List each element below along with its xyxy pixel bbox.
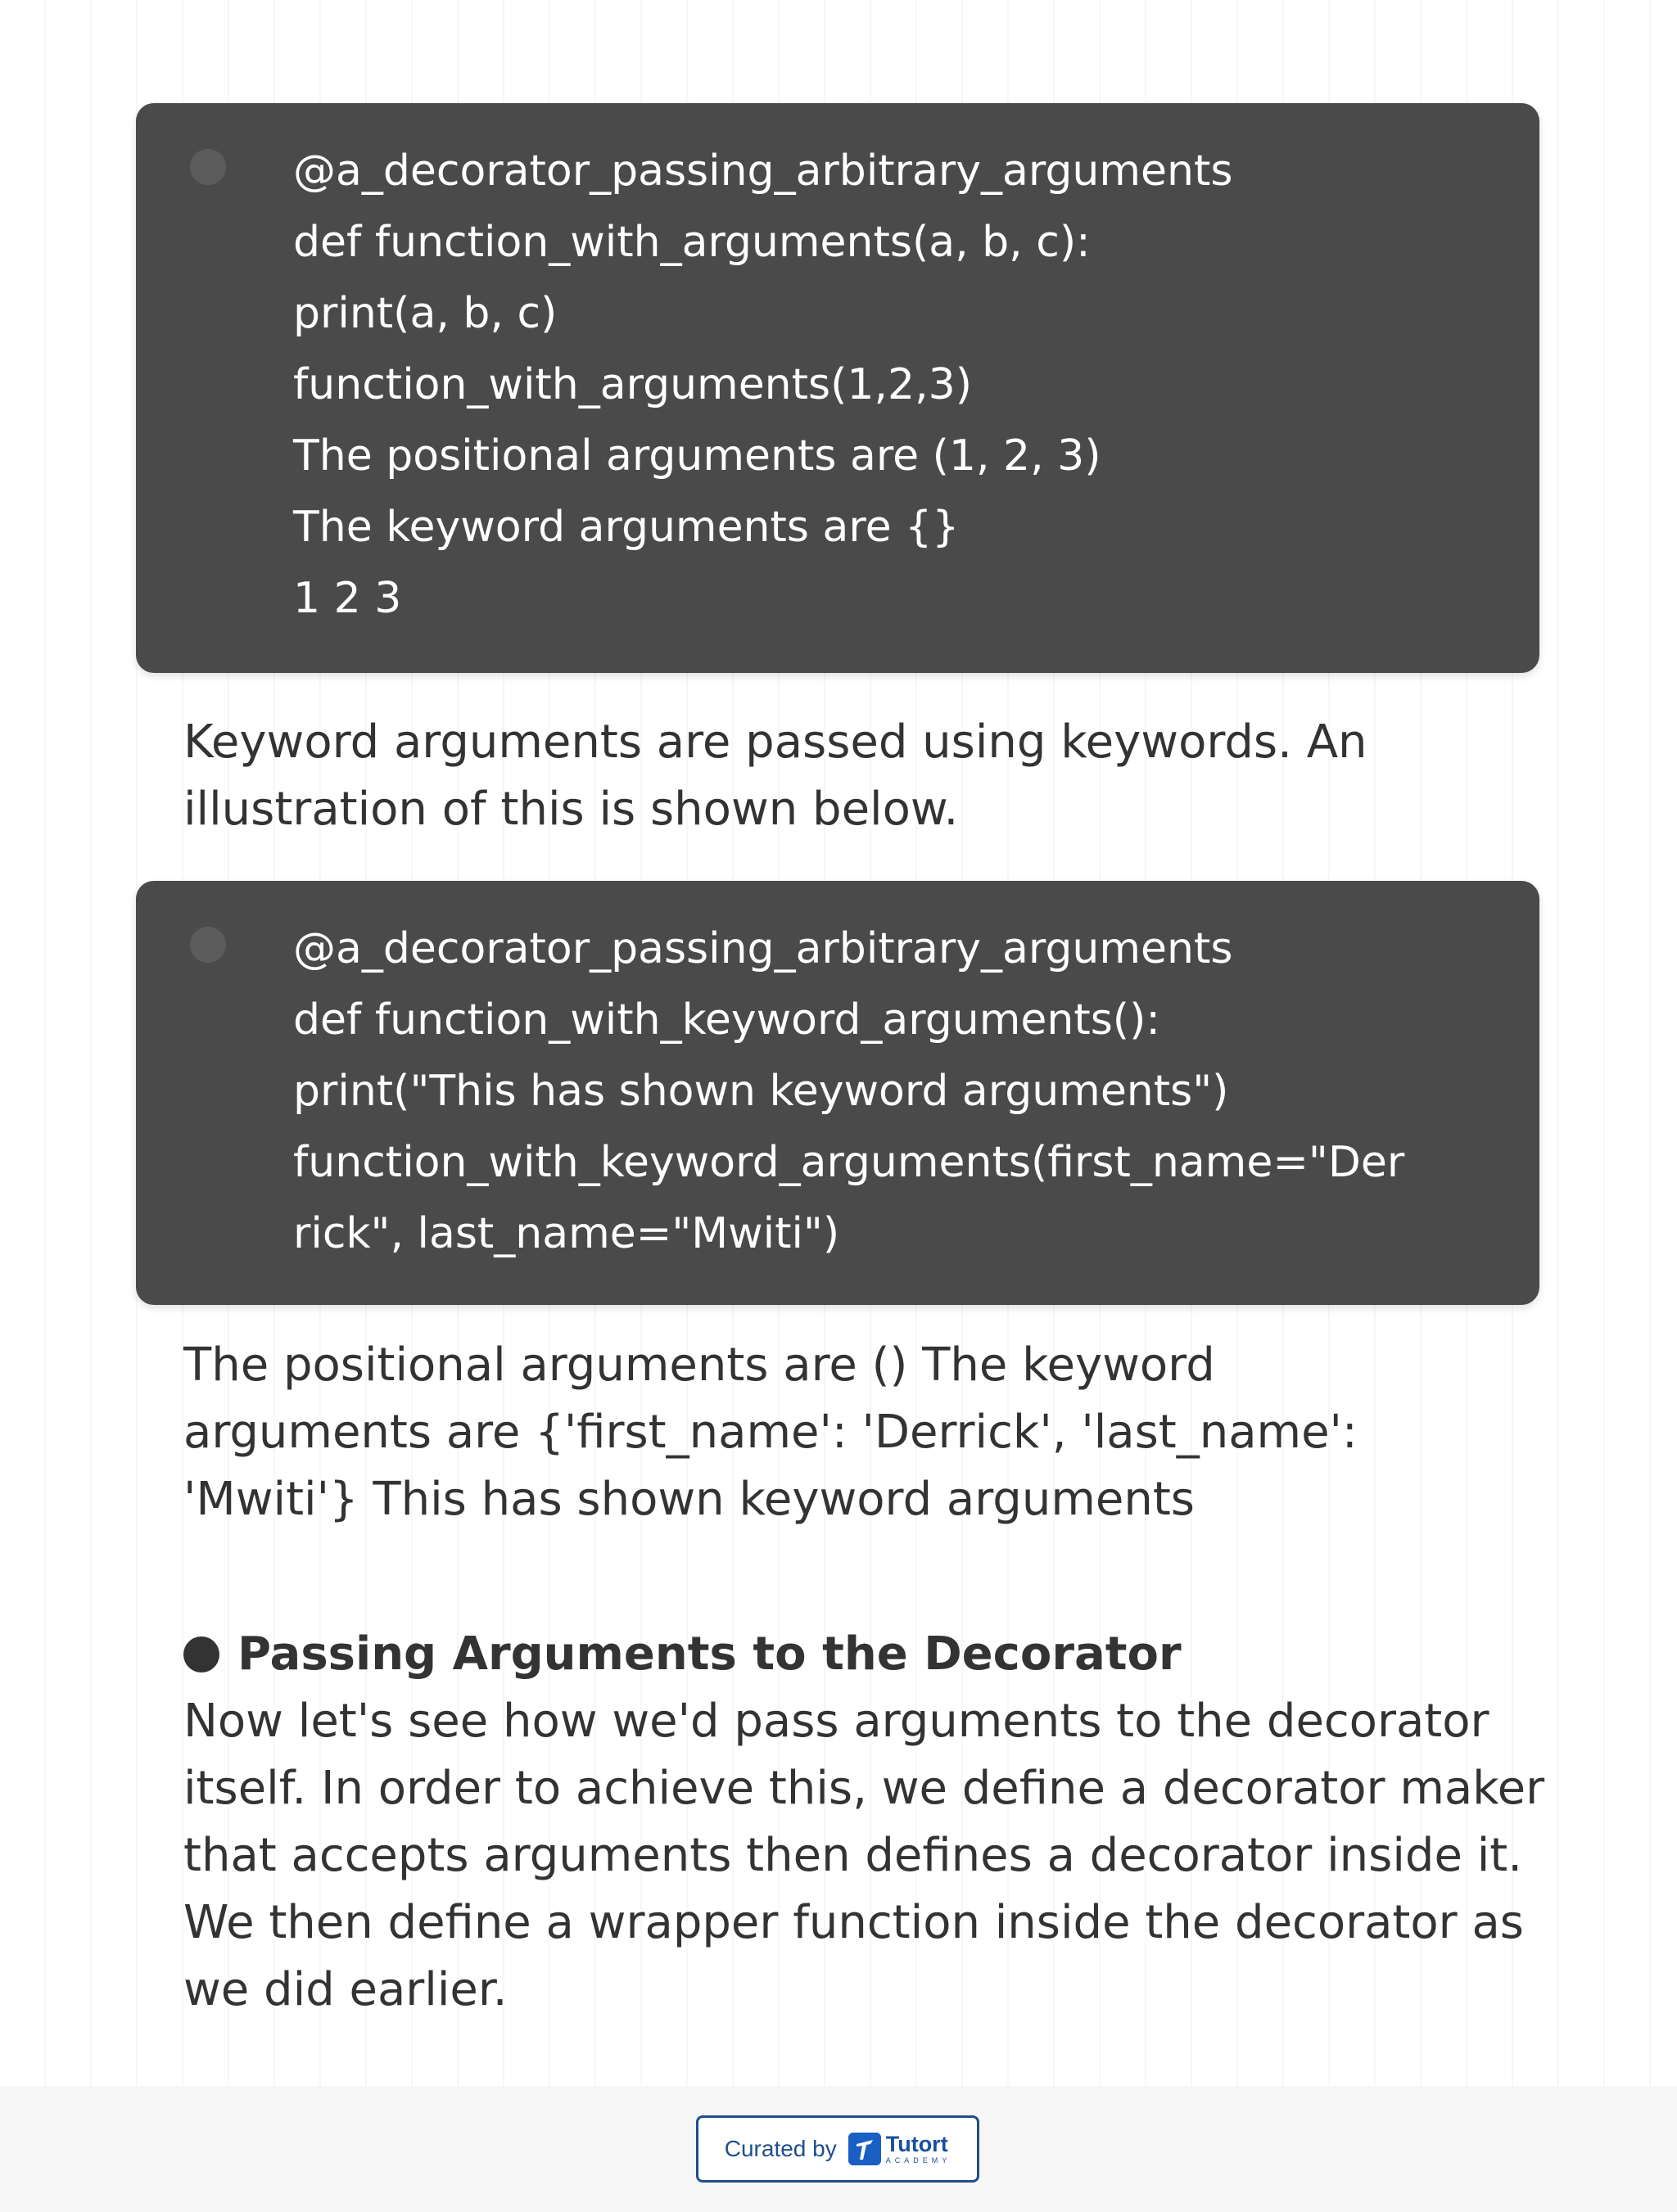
code-line: The keyword arguments are {} bbox=[293, 503, 960, 552]
code-line: @a_decorator_passing_arbitrary_arguments bbox=[293, 147, 1233, 196]
paragraph-line: 'Mwiti'} This has shown keyword arguments bbox=[183, 1473, 1195, 1526]
code-line: @a_decorator_passing_arbitrary_arguments bbox=[293, 924, 1233, 973]
paragraph-line: arguments are {'first_name': 'Derrick', 'last_name': bbox=[183, 1406, 1358, 1459]
code-line: function_with_arguments(1,2,3) bbox=[293, 360, 973, 409]
logo-subtitle: ACADEMY bbox=[885, 2156, 952, 2165]
code-lines bbox=[293, 136, 1490, 634]
code-line: def function_with_arguments(a, b, c): bbox=[293, 218, 1091, 267]
paragraph-output bbox=[183, 1332, 1625, 1533]
paragraph-line: The positional arguments are () The keyword bbox=[183, 1338, 1215, 1392]
tutort-logo-icon bbox=[848, 2133, 881, 2165]
paragraph-line: itself. In order to achieve this, we define a decorator maker bbox=[183, 1762, 1545, 1815]
code-line: 1 2 3 bbox=[293, 574, 402, 623]
logo-name: Tutort bbox=[885, 2132, 948, 2156]
curated-by-badge[interactable] bbox=[696, 2115, 979, 2183]
paragraph-line: illustration of this is shown below. bbox=[183, 783, 959, 836]
section-heading bbox=[183, 1621, 1625, 1688]
code-line: function_with_keyword_arguments(first_name="Der bbox=[293, 1138, 1405, 1187]
code-lines bbox=[293, 914, 1490, 1270]
curated-by-label: Curated by bbox=[724, 2136, 837, 2161]
paragraph-keyword-intro bbox=[183, 709, 1625, 843]
section-passing-arguments bbox=[183, 1621, 1625, 2024]
tutort-logo-wordmark bbox=[886, 2133, 952, 2165]
code-line: The positional arguments are (1, 2, 3) bbox=[293, 431, 1101, 481]
code-line: print("This has shown keyword arguments") bbox=[293, 1067, 1229, 1116]
section-heading-text: Passing Arguments to the Decorator bbox=[237, 1627, 1182, 1681]
paragraph-line: that accepts arguments then defines a decorator inside it. bbox=[183, 1829, 1523, 1882]
paragraph-line: Now let's see how we'd pass arguments to the decorator bbox=[183, 1695, 1489, 1748]
code-block-1 bbox=[136, 103, 1539, 673]
paragraph-line: Keyword arguments are passed using keywords. An bbox=[183, 716, 1367, 769]
code-line: print(a, b, c) bbox=[293, 289, 558, 338]
code-line: def function_with_keyword_arguments(): bbox=[293, 995, 1160, 1045]
code-block-dot-icon bbox=[190, 927, 226, 963]
paragraph-line: We then define a wrapper function inside the decorator as bbox=[183, 1896, 1524, 1949]
code-block-dot-icon bbox=[190, 149, 226, 185]
code-line: rick", last_name="Mwiti") bbox=[293, 1209, 840, 1258]
code-block-2 bbox=[136, 881, 1539, 1305]
bullet-dot-icon bbox=[183, 1636, 219, 1673]
paragraph-line: we did earlier. bbox=[183, 1963, 508, 2016]
